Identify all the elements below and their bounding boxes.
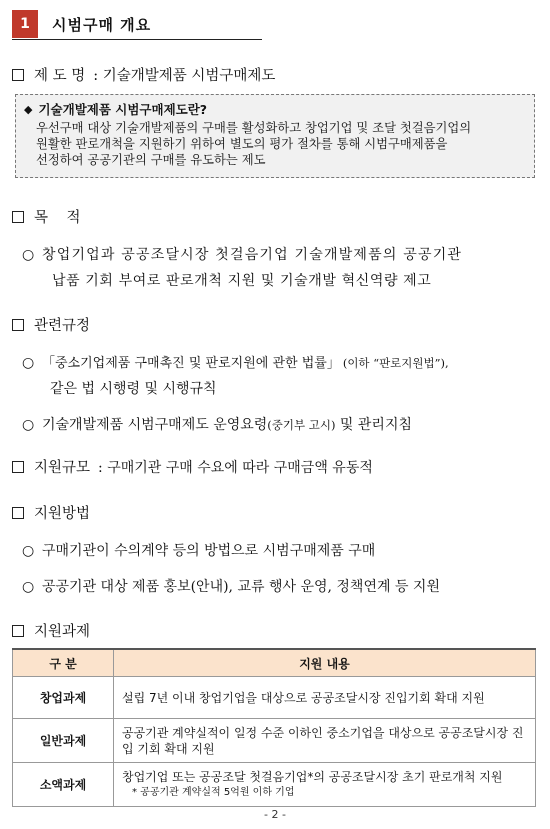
regulation-guideline: 기술개발제품 시범구매제도 운영요령	[42, 417, 268, 433]
bullet-circle-icon: ○	[22, 579, 35, 595]
definition-heading-text: 기술개발제품 시범구매제도란?	[38, 102, 208, 117]
method-text: 구매기관이 수의계약 등의 방법으로 시범구매제품 구매	[42, 543, 376, 559]
purpose-line: 창업기업과 공공조달시장 첫걸음기업 기술개발제품의 공공기관	[42, 247, 463, 263]
definition-box	[15, 94, 535, 178]
bullet-circle-icon: ○	[22, 247, 35, 263]
scale-value: : 구매기관 구매 수요에 따라 구매금액 유동적	[98, 459, 373, 476]
page-number: - 2 -	[264, 808, 286, 821]
scale-heading	[12, 456, 373, 477]
purpose-label: 목 적	[34, 210, 81, 226]
checkbox-square-icon	[12, 319, 24, 331]
diamond-icon: ◆	[24, 102, 33, 116]
purpose-heading	[12, 206, 82, 227]
table-header-cell: 지원 내용	[114, 649, 536, 677]
support-tasks-table	[12, 648, 536, 807]
table-header-cell: 구 분	[13, 649, 114, 677]
methods-heading	[12, 502, 92, 523]
checkbox-square-icon	[12, 625, 24, 637]
checkbox-square-icon	[12, 461, 24, 473]
program-name-heading	[12, 64, 275, 85]
definition-line: 우선구매 대상 기술개발제품의 구매를 활성화하고 창업기업 및 조달 첫걸음기업의	[36, 121, 472, 135]
definition-line: 원활한 판로개척을 지원하기 위하여 별도의 평가 절차를 통해 시범구매제품을	[36, 137, 448, 151]
section-header	[12, 10, 262, 40]
regulations-label: 관련규정	[34, 318, 91, 334]
task-content-cell	[114, 763, 536, 807]
program-name-value: : 기술개발제품 시범구매제도	[93, 68, 276, 84]
section-number-badge: 1	[12, 10, 38, 38]
tasks-label: 지원과제	[34, 624, 91, 640]
regulation-item	[22, 414, 412, 434]
section-underline	[12, 39, 262, 40]
task-footnote: * 공공기관 계약실적 5억원 이하 기업	[132, 786, 295, 798]
definition-body	[24, 120, 526, 168]
method-text: 공공기관 대상 제품 홍보(안내), 교류 행사 운영, 정책연계 등 지원	[42, 579, 440, 595]
regulation-item	[22, 352, 449, 371]
table-row	[13, 719, 536, 763]
table-row	[13, 763, 536, 807]
regulation-guideline-note: (중기부 고시)	[267, 418, 336, 432]
section-title: 시범구매 개요	[52, 16, 152, 34]
task-name: 창업과제	[13, 677, 114, 719]
regulation-law-cont: 같은 법 시행령 및 시행규칙	[50, 381, 217, 397]
purpose-item	[22, 244, 462, 264]
regulations-heading	[12, 314, 92, 335]
task-name: 소액과제	[13, 763, 114, 807]
method-item	[22, 576, 440, 596]
definition-heading	[24, 100, 526, 118]
checkbox-square-icon	[12, 69, 24, 81]
task-content: 설립 7년 이내 창업기업을 대상으로 공공조달시장 진입기회 확대 지원	[114, 677, 536, 719]
checkbox-square-icon	[12, 507, 24, 519]
purpose-line: 납품 기회 부여로 판로개척 지원 및 기술개발 혁신역량 제고	[52, 273, 432, 289]
bullet-circle-icon: ○	[22, 417, 35, 433]
program-name-label: 제 도 명	[34, 68, 86, 84]
checkbox-square-icon	[12, 211, 24, 223]
method-item	[22, 540, 375, 560]
table-row	[13, 677, 536, 719]
regulation-law: 「중소기업제품 구매촉진 및 판로지원에 관한 법률」	[42, 356, 340, 371]
methods-label: 지원방법	[34, 506, 91, 522]
regulation-guideline-tail: 및 관리지침	[335, 417, 413, 433]
task-content: 창업기업 또는 공공조달 첫걸음기업*의 공공조달시장 초기 판로개척 지원	[122, 769, 503, 784]
tasks-heading	[12, 620, 92, 641]
task-name: 일반과제	[13, 719, 114, 763]
table-header-row	[13, 649, 536, 677]
definition-line: 선정하여 공공기관의 구매를 유도하는 제도	[36, 153, 266, 167]
bullet-circle-icon: ○	[22, 543, 35, 559]
task-content: 공공기관 계약실적이 일정 수준 이하인 중소기업을 대상으로 공공조달시장 진입 기회 확대 지원	[114, 719, 536, 763]
scale-label: 지원규모	[34, 460, 91, 476]
bullet-circle-icon: ○	[22, 355, 35, 371]
regulation-law-note: (이하 “판로지원법”),	[342, 356, 449, 370]
